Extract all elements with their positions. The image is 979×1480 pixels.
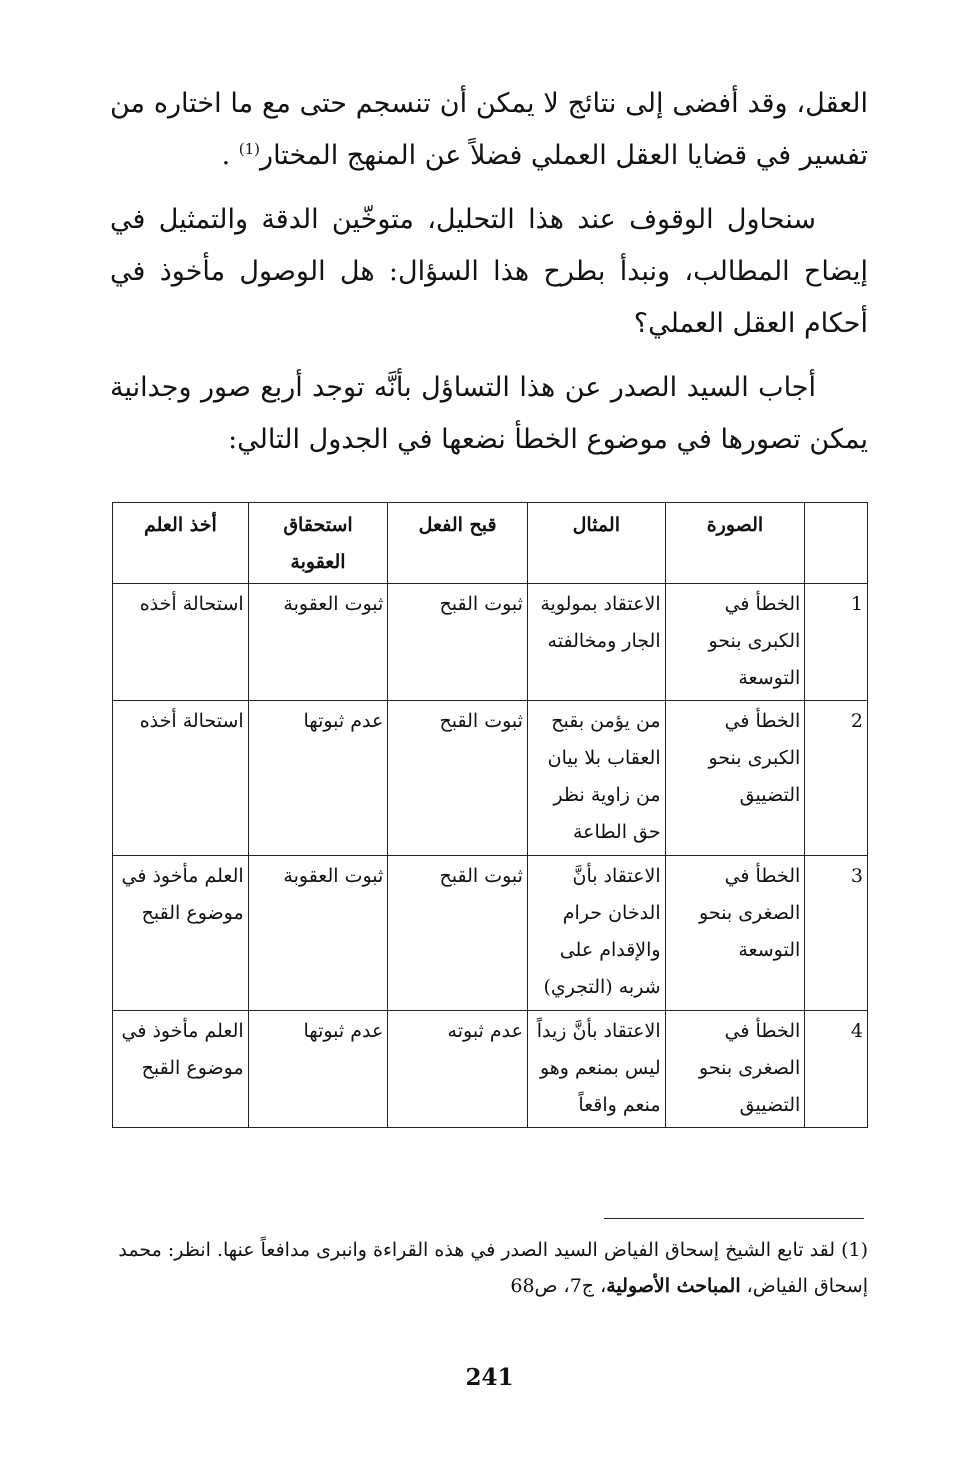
footnote-text: لقد تابع الشيخ إسحاق الفياض السيد الصدر في هذه القراءة وانبرى مدافعاً عنها. انظر: محمد إسحاق الفياض، [118, 1239, 868, 1297]
cell-knowledge: استحالة أخذه [113, 701, 249, 856]
footnote-tail: ، ج7، ص68 [510, 1275, 607, 1297]
cell-example: الاعتقاد بأنَّ زيداً ليس بمنعم وهو منعم واقعاً [527, 1011, 665, 1128]
table-row [113, 701, 868, 856]
cell-number: 3 [805, 856, 868, 1011]
paragraph-1 [110, 78, 868, 182]
table-header-row [113, 503, 868, 584]
cell-knowledge: العلم مأخوذ في موضوع القبح [113, 856, 249, 1011]
header-punishment: استحقاق العقوبة [248, 503, 388, 584]
header-example: المثال [527, 503, 665, 584]
cell-knowledge: استحالة أخذه [113, 584, 249, 701]
cell-punishment: عدم ثبوتها [248, 1011, 388, 1128]
cell-number: 4 [805, 1011, 868, 1128]
cell-image: الخطأ في الكبرى بنحو التضييق [665, 701, 805, 856]
cell-example: من يؤمن بقبح العقاب بلا بيان من زاوية نظر حق الطاعة [527, 701, 665, 856]
paragraph-1-end: . [221, 140, 239, 171]
footnote [110, 1232, 868, 1304]
table-row [113, 856, 868, 1011]
cell-ugliness: ثبوت القبح [388, 584, 528, 701]
cell-punishment: ثبوت العقوبة [248, 856, 388, 1011]
footnote-divider [604, 1218, 864, 1219]
page-number: 241 [465, 1364, 514, 1391]
cell-ugliness: ثبوت القبح [388, 856, 528, 1011]
footnote-source-title: المباحث الأصولية [606, 1275, 741, 1297]
footnote-marker: (1) [841, 1239, 868, 1261]
paragraph-3: أجاب السيد الصدر عن هذا التساؤل بأنَّه توجد أربع صور وجدانية يمكن تصورها في موضوع الخطأ نضعها في الجدول التالي: [110, 372, 868, 455]
cell-example: الاعتقاد بأنَّ الدخان حرام والإقدام على شربه (التجري) [527, 856, 665, 1011]
table-row [113, 584, 868, 701]
header-ugliness: قبح الفعل [388, 503, 528, 584]
cell-knowledge: العلم مأخوذ في موضوع القبح [113, 1011, 249, 1128]
cell-punishment: ثبوت العقوبة [248, 584, 388, 701]
cell-ugliness: ثبوت القبح [388, 701, 528, 856]
cell-number: 2 [805, 701, 868, 856]
paragraph-2: سنحاول الوقوف عند هذا التحليل، متوخّين الدقة والتمثيل في إيضاح المطالب، ونبدأ بطرح هذا السؤال: هل الوصول مأخوذ في أحكام العقل العملي؟ [110, 204, 868, 339]
cell-image: الخطأ في الكبرى بنحو التوسعة [665, 584, 805, 701]
cell-number: 1 [805, 584, 868, 701]
header-number [805, 503, 868, 584]
cell-example: الاعتقاد بمولوية الجار ومخالفته [527, 584, 665, 701]
header-knowledge: أخذ العلم [113, 503, 249, 584]
paragraph-1-text: العقل، وقد أفضى إلى نتائج لا يمكن أن تنسجم حتى مع ما اختاره من تفسير في قضايا العقل العملي فضلاً عن المنهج المختار [110, 88, 868, 171]
error-cases-table [112, 502, 868, 1128]
cell-ugliness: عدم ثبوته [388, 1011, 528, 1128]
header-image: الصورة [665, 503, 805, 584]
footnote-reference[interactable]: (1) [238, 140, 261, 158]
cell-image: الخطأ في الصغرى بنحو التوسعة [665, 856, 805, 1011]
table-row [113, 1011, 868, 1128]
cell-punishment: عدم ثبوتها [248, 701, 388, 856]
cell-image: الخطأ في الصغرى بنحو التضييق [665, 1011, 805, 1128]
body-text [110, 78, 868, 466]
